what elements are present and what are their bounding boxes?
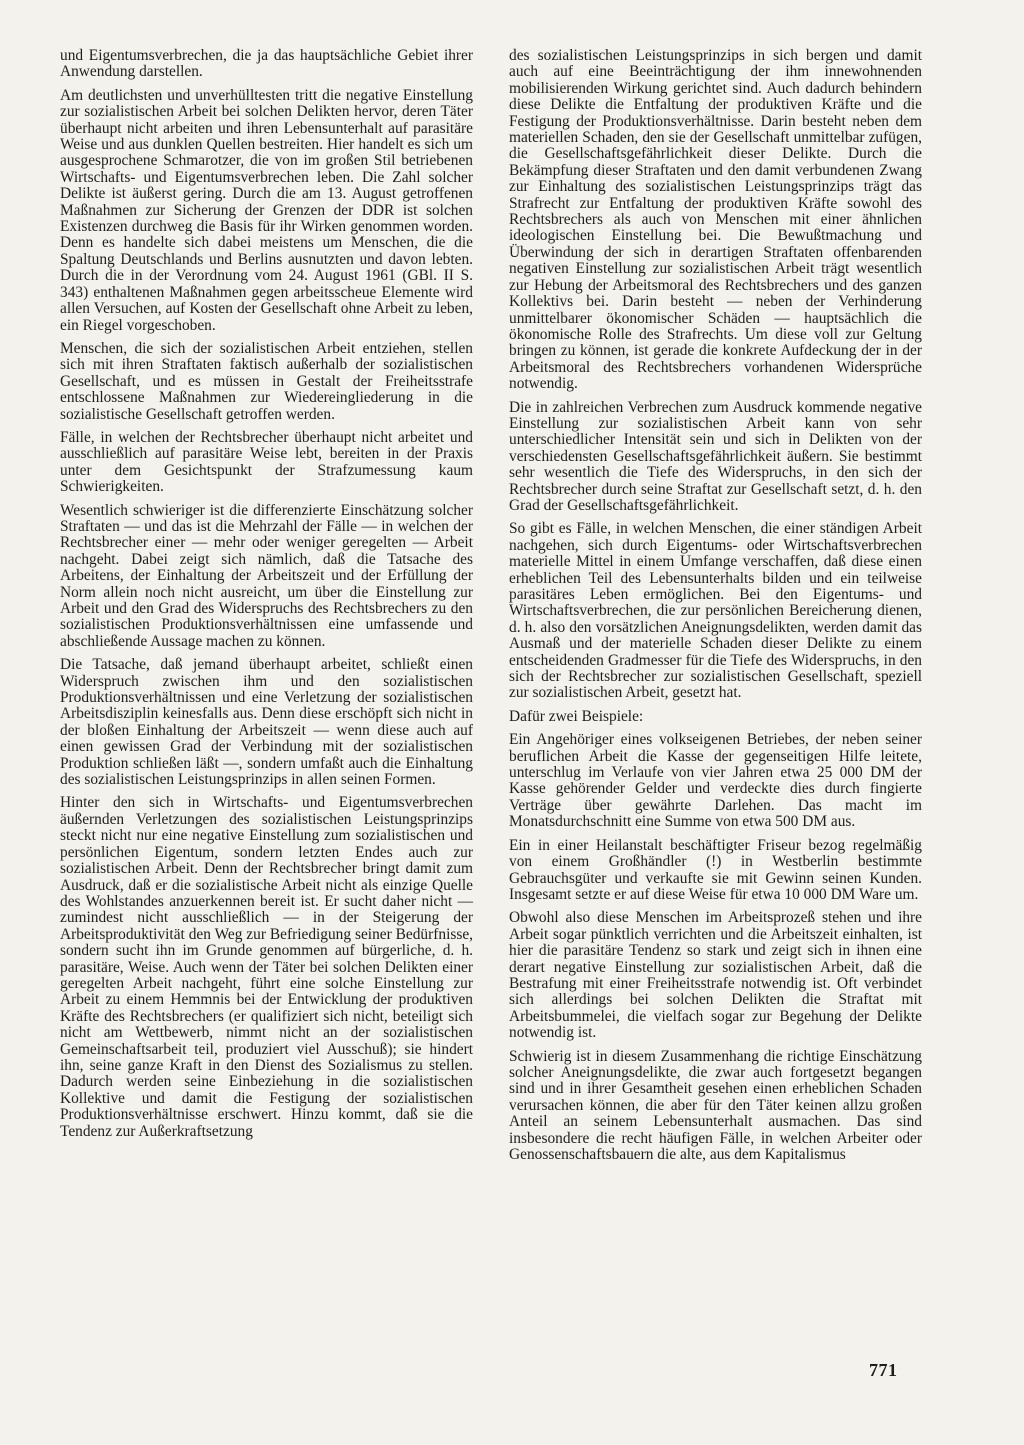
paragraph: Wesentlich schwieriger ist die differenzierte Einschätzung solcher Straftaten — und das ist die Mehrzahl der Fälle — in welchen der Rechtsbrecher einer — mehr oder weniger geregelten — Arbeit nachgeht. Dabei zeigt sich nämlich, daß die Tatsache des Arbeitens, der Einhaltung der Arbeitszeit und der Erfüllung der Norm allein noch nicht ausreicht, um über die Einstellung zur Arbeit und den Grad des Widerspruchs des Rechtsbrechers zu den sozialistischen Produktionsverhältnissen eine umfassende und abschließende Aussage machen zu können.	[60, 501, 473, 650]
page-number: 771	[869, 1360, 898, 1380]
paragraph: Die Tatsache, daß jemand überhaupt arbeitet, schließt einen Widerspruch zwischen ihm und den sozialistischen Produktionsverhältnissen und eine Verletzung der sozialistischen Arbeitsdisziplin keinesfalls aus. Denn diese erschöpft sich nicht in der bloßen Einhaltung der Arbeitszeit — wenn diese auch auf einen gewissen Grad der Verbindung mit der sozialistischen Produktion schließen läßt —, sondern umfaßt auch die Einhaltung des sozialistischen Leistungsprinzips in allen seinen Formen.	[60, 656, 473, 789]
paragraph: Hinter den sich in Wirtschafts- und Eigentumsverbrechen äußernden Verletzungen des sozialistischen Leistungsprinzips steckt nicht nur eine negative Einstellung zum sozialistischen und persönlichen Eigentum, sondern letzten Endes auch zur sozialistischen Arbeit. Denn der Rechtsbrecher bringt damit zum Ausdruck, daß er die sozialistische Arbeit nicht als einzige Quelle des Wohlstandes anzuerkennen bereit ist. Er sucht daher nicht — zumindest nicht ausschließlich — in der Steigerung der Arbeitsproduktivität den Weg zur Befriedigung seiner Bedürfnisse, sondern sucht ihn im Grunde genommen auf bürgerliche, d. h. parasitäre, Weise. Auch wenn der Täter bei solchen Delikten einer geregelten Arbeit nachgeht, führt eine solche Einstellung zur Arbeit zu einem Hemmnis bei der Entwicklung der produktiven Kräfte des Rechtsbrechers (er qualifiziert sich nicht, beteiligt sich nicht am Wettbewerb, nimmt nicht an der sozialistischen Gemeinschaftsarbeit teil, produziert viel Ausschuß); sie hindert ihn, seine ganze Kraft in den Dienst des Sozialismus zu stellen. Dadurch werden seine Einbeziehung in die sozialistischen Kollektive und damit die Festigung der sozialistischen Produktionsverhältnisse erschwert. Hinzu kommt, daß sie die Tendenz zur Außerkraftsetzung	[60, 794, 473, 1140]
paragraph: Die in zahlreichen Verbrechen zum Ausdruck kommende negative Einstellung zur sozialistischen Arbeit kann von sehr unterschiedlicher Intensität sein und sich in Delikten von der verschiedensten Gesellschaftsgefährlichkeit äußern. Sie bestimmt sehr wesentlich die Tiefe des Widerspruchs, in den sich der Rechtsbrecher durch seine Straftat zur Gesellschaft setzt, d. h. den Grad der Gesellschaftsgefährlichkeit.	[509, 398, 922, 514]
paragraph: So gibt es Fälle, in welchen Menschen, die einer ständigen Arbeit nachgehen, sich durch Eigentums- oder Wirtschaftsverbrechen materielle Mittel in einem Umfange verschaffen, daß diese einen erheblichen Teil des Lebensunterhalts bilden und ein teilweise parasitäres Leben ermöglichen. Bei den Eigentums- und Wirtschaftsverbrechen, die zur persönlichen Bereicherung dienen, d. h. also den vorsätzlichen Aneignungsdelikten, werden damit das Ausmaß und der materielle Schaden dieser Delikte zu einem entscheidenden Gradmesser für die Tiefe des Widerspruchs, in den sich der Rechtsbrecher zur sozialistischen Gesellschaft, speziell zur sozialistischen Arbeit, gesetzt hat.	[509, 520, 922, 702]
paragraph: Dafür zwei Beispiele:	[509, 707, 644, 725]
paragraph: des sozialistischen Leistungsprinzips in sich bergen und damit auch auf eine Beeinträchtigung der ihm innewohnenden mobilisierenden Wirkung gerichtet sind. Auch dadurch behindern diese Delikte die Entfaltung der produktiven Kräfte und die Festigung der Produktionsverhältnisse. Darin besteht neben dem materiellen Schaden, den sie der Gesellschaft unmittelbar zufügen, die Gesellschaftsgefährlichkeit dieser Delikte. Durch die Bekämpfung dieser Straftaten und den damit verbundenen Zwang zur Einhaltung des sozialistischen Leistungsprinzips trägt das Strafrecht zur Entfaltung der produktiven Kräfte sowohl des Rechtsbrechers als auch von Menschen mit einer ähnlichen ideologischen Einstellung bei. Die Bewußtmachung und Überwindung der sich in derartigen Straftaten offenbarenden negativen Einstellung zur sozialistischen Arbeit trägt wesentlich zur Hebung der Arbeitsmoral des Rechtsbrechers und des ganzen Kollektivs bei. Darin besteht — neben der Verhinderung unmittelbarer ökonomischer Schäden — hauptsächlich die ökonomische Rolle des Strafrechts. Um diese voll zur Geltung bringen zu können, ist gerade die konkrete Aufdeckung der in der Arbeitsmoral des Rechtsbrechers vorhandenen Widersprüche notwendig.	[509, 47, 922, 393]
paragraph: Schwierig ist in diesem Zusammenhang die richtige Einschätzung solcher Aneignungsdelikte, die zwar auch fortgesetzt begangen sind und in ihrer Gesamtheit gesehen einen erheblichen Schaden verursachen können, die aber für den Täter keinen allzu großen Anteil an seinem Lebensunterhalt ausmachen. Das sind insbesondere die recht häufigen Fälle, in welchen Arbeiter oder Genossenschaftsbauern die alte, aus dem Kapitalismus	[509, 1047, 922, 1163]
paragraph: Ein in einer Heilanstalt beschäftigter Friseur bezog regelmäßig von einem Großhändler (!) in Westberlin bestimmte Gebrauchsgüter und verkaufte sie mit Gewinn seinen Kunden. Insgesamt setzte er auf diese Weise für etwa 10 000 DM Ware um.	[509, 836, 922, 903]
left-column	[60, 48, 473, 1147]
paragraph: Obwohl also diese Menschen im Arbeitsprozeß stehen und ihre Arbeit sogar pünktlich verrichten und die Arbeitszeit einhalten, ist hier die parasitäre Tendenz so stark und zeigt sich in ihnen eine derart negative Einstellung zur sozialistischen Arbeit, daß die Bestrafung mit einer Freiheitsstrafe notwendig ist. Oft verbindet sich allerdings bei solchen Delikten die Straftat mit Arbeitsbummelei, die vielfach sogar zur Begehung der Delikte notwendig ist.	[509, 909, 922, 1042]
right-column	[509, 48, 922, 1170]
paragraph: und Eigentumsverbrechen, die ja das hauptsächliche Gebiet ihrer Anwendung darstellen.	[60, 47, 473, 81]
paragraph: Fälle, in welchen der Rechtsbrecher überhaupt nicht arbeitet und ausschließlich auf parasitäre Weise lebt, bereiten in der Praxis unter dem Gesichtspunkt der Strafzumessung kaum Schwierigkeiten.	[60, 428, 473, 496]
paragraph: Ein Angehöriger eines volkseigenen Betriebes, der neben seiner beruflichen Arbeit die Kasse der gegenseitigen Hilfe leitete, unterschlug im Verlaufe von vier Jahren etwa 25 000 DM der Kasse gehörender Gelder und verdeckte dies durch fingierte Verträge über gewährte Darlehen. Das macht im Monatsdurchschnitt eine Summe von etwa 500 DM aus.	[509, 731, 922, 831]
paragraph: Am deutlichsten und unverhülltesten tritt die negative Einstellung zur sozialistischen Arbeit bei solchen Delikten hervor, deren Täter überhaupt nicht arbeiten und ihren Lebensunterhalt auf parasitäre Weise und aus dunklen Quellen bestreiten. Hier handelt es sich um ausgesprochene Schmarotzer, die von im großen Stil betriebenen Wirtschafts- und Eigentumsverbrechen leben. Die Zahl solcher Delikte ist äußerst gering. Durch die am 13. August getroffenen Maßnahmen zur Sicherung der Grenzen der DDR ist solchen Existenzen durchweg die Basis für ihr Wirken genommen worden. Denn es handelte sich dabei meistens um Menschen, die die Spaltung Deutschlands und Berlins ausnutzten und davon lebten. Durch die in der Verordnung vom 24. August 1961 (GBl. II S. 343) enthaltenen Maßnahmen gegen arbeitsscheue Elemente wird allen Versuchen, auf Kosten der Gesellschaft ohne Arbeit zu leben, ein Riegel vorgeschoben.	[60, 86, 473, 334]
paragraph: Menschen, die sich der sozialistischen Arbeit entziehen, stellen sich mit ihren Straftaten faktisch außerhalb der sozialistischen Gesellschaft, und es müssen in Gestalt der Freiheitsstrafe entschlossene Maßnahmen zur Wiedereingliederung in die sozialistische Gesellschaft getroffen werden.	[60, 339, 473, 423]
